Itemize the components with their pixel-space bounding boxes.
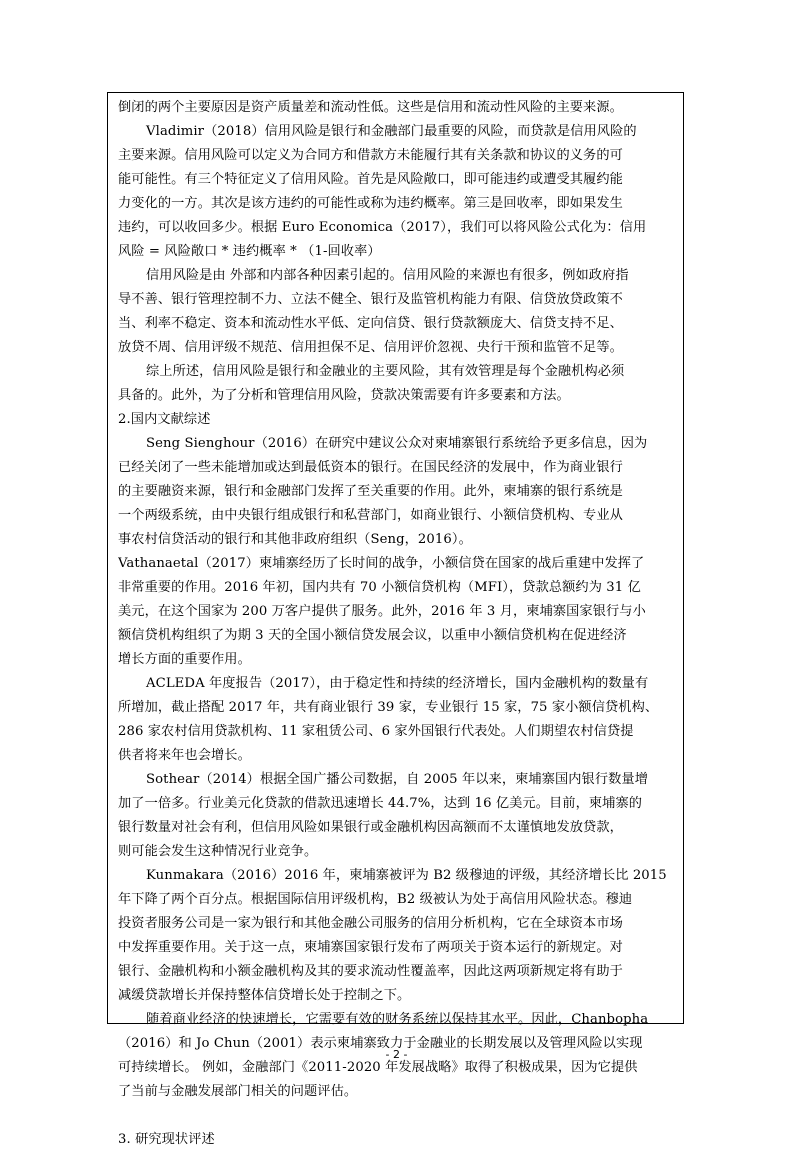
page-number: - 2 - bbox=[385, 1048, 408, 1061]
text-line: ACLEDA 年度报告（2017），由于稳定性和持续的经济增长，国内金融机构的数量有 bbox=[146, 676, 649, 691]
para-conclusion bbox=[118, 1008, 678, 1128]
text-line: 主要来源。信用风险可以定义为合同方和借款方未能履行其有关条款和协议的义务的可 bbox=[118, 148, 623, 163]
para-kunmakara bbox=[118, 864, 678, 1008]
text-line: 所增加，截止搭配 2017 年，共有商业银行 39 家，专业银行 15 家，75 家小额信贷机构、 bbox=[118, 700, 659, 715]
text-line: 3. 研究现状评述 bbox=[118, 1132, 215, 1147]
text-line: 力变化的一方。其次是该方违约的可能性或称为违约概率。第三是回收率，即如果发生 bbox=[118, 196, 623, 211]
text-line: 投资者服务公司是一家为银行和其他金融公司服务的信用分析机构，它在全球资本市场 bbox=[118, 916, 623, 931]
content-frame bbox=[107, 92, 684, 1147]
text-line: 倒闭的两个主要原因是资产质量差和流动性低。这些是信用和流动性风险的主要来源。 bbox=[118, 100, 623, 115]
para-intro bbox=[118, 96, 678, 120]
text-line: 了当前与金融发展部门相关的问题评估。 bbox=[118, 1084, 358, 1099]
text-line: 增长方面的重要作用。 bbox=[118, 652, 251, 667]
text-line: 可持续增长。 例如，金融部门《2011-2020 年发展战略》取得了积极成果，因为它提供 bbox=[118, 1060, 638, 1075]
para-seng bbox=[118, 432, 678, 672]
text-line: 额信贷机构组织了为期 3 天的全国小额信贷发展会议，以重申小额信贷机构在促进经济 bbox=[118, 628, 627, 643]
section-heading-2 bbox=[118, 408, 678, 432]
text-line: 286 家农村信用贷款机构、11 家租赁公司、6 家外国银行代表处。人们期望农村信贷提 bbox=[118, 724, 634, 739]
text-line: 减缓贷款增长并保持整体信贷增长处于控制之下。 bbox=[118, 988, 411, 1003]
text-line: Kunmakara（2016）2016 年，柬埔寨被评为 B2 级穆迪的评级，其经济增长比 2015 bbox=[146, 868, 667, 883]
text-line: 非常重要的作用。2016 年初，国内共有 70 小额信贷机构（MFI），贷款总额约为 31 亿 bbox=[118, 580, 641, 595]
text-line: 美元，在这个国家为 200 万客户提供了服务。此外，2016 年 3 月，柬埔寨国家银行与小 bbox=[118, 604, 646, 619]
para-vladimir bbox=[118, 120, 678, 264]
text-line: 信用风险是由 外部和内部各种因素引起的。信用风险的来源也有很多，例如政府指 bbox=[146, 268, 629, 283]
text-line: 风险 = 风险敞口 * 违约概率 * （1-回收率） bbox=[118, 244, 381, 259]
para-sources bbox=[118, 264, 678, 360]
text-line: 银行数量对社会有利，但信用风险如果银行或金融机构因高额而不太谨慎地发放贷款， bbox=[118, 820, 623, 835]
para-acleda bbox=[118, 672, 678, 768]
text-line: 已经关闭了一些未能增加或达到最低资本的银行。在国民经济的发展中，作为商业银行 bbox=[118, 460, 623, 475]
text-line: 银行、金融机构和小额金融机构及其的要求流动性覆盖率，因此这两项新规定将有助于 bbox=[118, 964, 623, 979]
text-line: 则可能会发生这种情况行业竞争。 bbox=[118, 844, 318, 859]
text-line: 供者将来年也会增长。 bbox=[118, 748, 251, 763]
text-line: 当、利率不稳定、资本和流动性水平低、定向信贷、银行贷款额庞大、信贷支持不足、 bbox=[118, 316, 623, 331]
para-sothear bbox=[118, 768, 678, 864]
text-line: 具备的。此外，为了分析和管理信用风险，贷款决策需要有许多要素和方法。 bbox=[118, 388, 570, 403]
text-line: 中发挥重要作用。关于这一点，柬埔寨国家银行发布了两项关于资本运行的新规定。对 bbox=[118, 940, 623, 955]
para-summary bbox=[118, 360, 678, 408]
text-line: Vathanaetal（2017）柬埔寨经历了长时间的战争，小额信贷在国家的战后重建中发挥了 bbox=[118, 556, 645, 571]
text-line: 能可能性。有三个特征定义了信用风险。首先是风险敞口，即可能违约或遭受其履约能 bbox=[118, 172, 623, 187]
text-line: 事农村信贷活动的银行和其他非政府组织（Seng，2016）。 bbox=[118, 532, 472, 547]
text-line: Vladimir（2018）信用风险是银行和金融部门最重要的风险，而贷款是信用风险的 bbox=[146, 124, 637, 139]
text-line bbox=[118, 1104, 678, 1128]
text-line: 违约，可以收回多少。根据 Euro Economica（2017），我们可以将风险公式化为：信用 bbox=[118, 220, 647, 235]
text-line: Sothear（2014）根据全国广播公司数据，自 2005 年以来，柬埔寨国内银行数量增 bbox=[146, 772, 648, 787]
text-line: （2016）和 Jo Chun（2001）表示柬埔寨致力于金融业的长期发展以及管理风险以实现 bbox=[118, 1036, 643, 1051]
section-heading-3 bbox=[118, 1128, 678, 1152]
text-line: 加了一倍多。行业美元化贷款的借款迅速增长 44.7%，达到 16 亿美元。目前，柬埔寨的 bbox=[118, 796, 643, 811]
document-body bbox=[118, 96, 678, 1152]
text-line: 导不善、银行管理控制不力、立法不健全、银行及监管机构能力有限、信贷放贷政策不 bbox=[118, 292, 623, 307]
text-line: 综上所述，信用风险是银行和金融业的主要风险，其有效管理是每个金融机构必须 bbox=[146, 364, 625, 379]
text-line: 一个两级系统，由中央银行组成银行和私营部门，如商业银行、小额信贷机构、专业从 bbox=[118, 508, 623, 523]
text-line: Seng Sienghour（2016）在研究中建议公众对柬埔寨银行系统给予更多信息，因为 bbox=[146, 436, 648, 451]
text-line: 2.国内文献综述 bbox=[118, 412, 211, 427]
text-line: 的主要融资来源，银行和金融部门发挥了至关重要的作用。此外，柬埔寨的银行系统是 bbox=[118, 484, 623, 499]
text-line: 年下降了两个百分点。根据国际信用评级机构，B2 级被认为处于高信用风险状态。穆迪 bbox=[118, 892, 633, 907]
text-line: 放贷不周、信用评级不规范、信用担保不足、信用评价忽视、央行干预和监管不足等。 bbox=[118, 340, 623, 355]
text-line: 随着商业经济的快速增长，它需要有效的财务系统以保持其水平。因此，Chanbopha bbox=[146, 1012, 649, 1027]
